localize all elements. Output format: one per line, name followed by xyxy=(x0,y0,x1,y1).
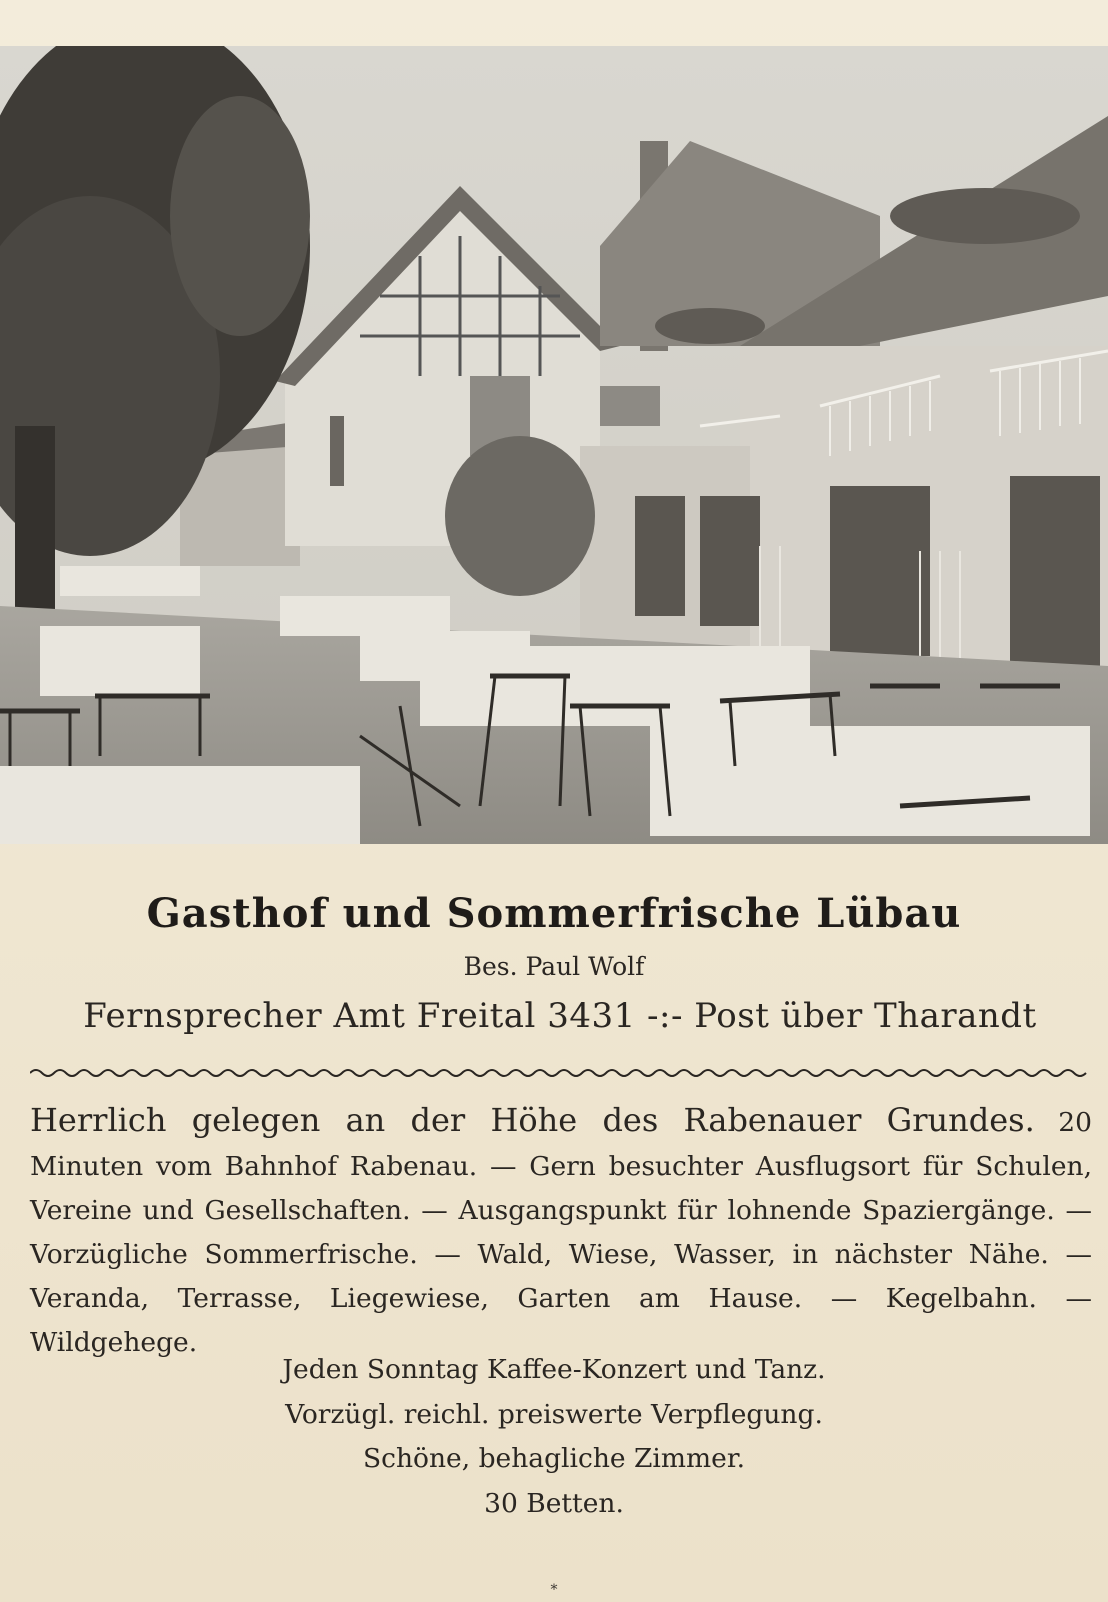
hotel-title: Gasthof und Sommerfrische Lübau xyxy=(146,890,962,937)
wavy-divider xyxy=(30,1065,1088,1081)
contact-line: Fernsprecher Amt Freital 3431 -:- Post über Tharandt xyxy=(83,996,1037,1036)
garden-terrace-illustration xyxy=(0,46,1108,844)
building-photo xyxy=(0,46,1108,844)
description xyxy=(30,1098,1092,1365)
highlights xyxy=(0,1348,1108,1526)
description-lead: Herrlich gelegen an der Höhe des Rabenauer Grundes. xyxy=(30,1101,1035,1139)
highlight-line: 30 Betten. xyxy=(484,1487,624,1519)
highlight-line: Vorzügl. reichl. preiswerte Verpflegung. xyxy=(285,1398,823,1430)
footer-asterisk: * xyxy=(550,1582,558,1598)
highlight-line: Jeden Sonntag Kaffee-Konzert und Tanz. xyxy=(282,1354,826,1385)
highlight-line: Schöne, behagliche Zimmer. xyxy=(362,1443,746,1474)
owner-line: Bes. Paul Wolf xyxy=(463,952,645,981)
description-body: 20 Minuten vom Bahnhof Rabenau. — Gern besuchter Ausflugsort für Schulen, Vereine und Gesellschaften. — Ausgangspunkt für lohnende Spaziergänge. — Vorzügliche Sommerfrische. — Wald, Wiese, Wasser, in nächster Nähe. — Veranda, Terrasse, Liegewiese, Garten am Hause. — Kegelbahn. — Wildgehege. xyxy=(30,1107,1092,1358)
